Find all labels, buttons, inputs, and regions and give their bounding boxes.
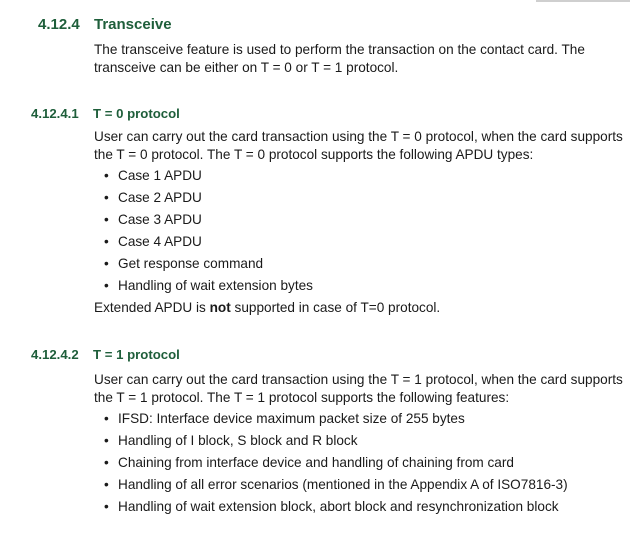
bullet-icon: • (104, 499, 109, 514)
bullet-icon: • (104, 433, 109, 448)
bullet-icon: • (104, 455, 109, 470)
note-text-start: Extended APDU is (94, 300, 210, 315)
section-number: 4.12.4 (38, 16, 80, 33)
top-divider (536, 0, 630, 2)
list-item-text: Handling of all error scenarios (mentioned in the Appendix A of ISO7816-3) (118, 477, 568, 492)
note-text-end: supported in case of T=0 protocol. (230, 300, 441, 315)
note-emphasis: not (209, 300, 231, 315)
bullet-icon: • (104, 212, 109, 227)
list-item-text: Chaining from interface device and handling of chaining from card (118, 455, 514, 470)
section-number: 4.12.4.2 (31, 347, 79, 362)
t0-paragraph: User can carry out the card transaction using the T = 0 protocol, when the card supports the T = 0 protocol. The T = 0 protocol supports the following APDU types: (94, 129, 623, 162)
list-item (104, 410, 568, 432)
list-item-text: Case 4 APDU (118, 234, 202, 249)
bullet-icon: • (104, 256, 109, 271)
list-item (104, 167, 313, 189)
bullet-icon: • (104, 278, 109, 293)
t0-apdu-list (104, 167, 313, 299)
bullet-icon: • (104, 234, 109, 249)
bullet-icon: • (104, 411, 109, 426)
transceive-paragraph: The transceive feature is used to perform the transaction on the contact card. The transceive can be either on T = 0 or T = 1 protocol. (94, 42, 585, 75)
section-title: T = 0 protocol (93, 106, 180, 121)
list-item-text: Handling of wait extension block, abort block and resynchronization block (118, 499, 559, 514)
section-number: 4.12.4.1 (31, 106, 79, 121)
list-item-text: Handling of wait extension bytes (118, 278, 313, 293)
list-item (104, 189, 313, 211)
list-item-text: Case 3 APDU (118, 212, 202, 227)
extended-apdu-note (94, 299, 440, 317)
list-item (104, 277, 313, 299)
bullet-icon: • (104, 190, 109, 205)
section-title: T = 1 protocol (93, 347, 180, 362)
list-item (104, 233, 313, 255)
t1-feature-list (104, 410, 568, 520)
bullet-icon: • (104, 477, 109, 492)
list-item-text: Get response command (118, 256, 264, 271)
list-item (104, 211, 313, 233)
bullet-icon: • (104, 168, 109, 183)
list-item-text: Case 2 APDU (118, 190, 202, 205)
list-item (104, 432, 568, 454)
list-item (104, 498, 568, 520)
list-item (104, 255, 313, 277)
section-title: Transceive (94, 16, 172, 33)
list-item-text: Case 1 APDU (118, 168, 202, 183)
t1-paragraph: User can carry out the card transaction using the T = 1 protocol, when the card supports the T = 1 protocol. The T = 1 protocol supports the following features: (94, 372, 623, 405)
list-item (104, 454, 568, 476)
list-item (104, 476, 568, 498)
list-item-text: Handling of I block, S block and R block (118, 433, 358, 448)
list-item-text: IFSD: Interface device maximum packet size of 255 bytes (118, 411, 465, 426)
